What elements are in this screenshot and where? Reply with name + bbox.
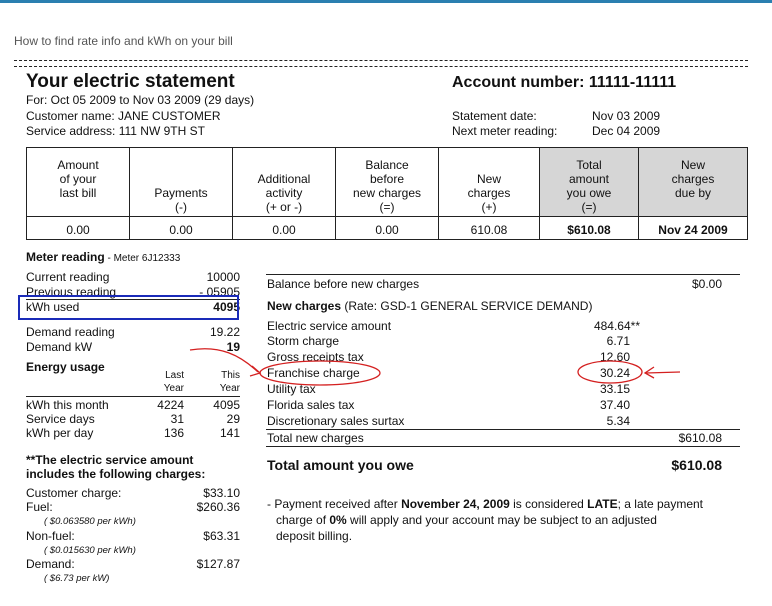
charge-label-florida-sales-tax: Florida sales tax bbox=[267, 398, 355, 412]
service-note-line2: includes the following charges: bbox=[26, 467, 206, 481]
total-new-charges-value: $610.08 bbox=[678, 431, 722, 445]
total-owe-label: Total amount you owe bbox=[267, 457, 414, 473]
charge-value-electric-service: 484.64** bbox=[593, 319, 640, 333]
page-caption: How to find rate info and kWh on your bill bbox=[14, 34, 233, 48]
demand-value: $127.87 bbox=[196, 557, 240, 571]
charge-value-gross-receipts: 12.60 bbox=[599, 350, 630, 364]
charge-label-utility-tax: Utility tax bbox=[267, 382, 316, 396]
summary-value-balance: 0.00 bbox=[336, 217, 439, 240]
customer-name: Customer name: JANE CUSTOMER bbox=[26, 109, 221, 123]
charge-value-utility-tax: 33.15 bbox=[599, 382, 630, 396]
late-notice-line3: deposit billing. bbox=[276, 529, 353, 543]
franchise-label-circle bbox=[260, 361, 380, 385]
charge-label-electric-service: Electric service amount bbox=[267, 319, 392, 333]
summary-col-total: Total amount you owe (=) bbox=[540, 148, 639, 217]
service-address: Service address: 111 NW 9TH ST bbox=[26, 124, 205, 138]
next-meter-date: Dec 04 2009 bbox=[592, 124, 661, 138]
nonfuel-label: Non-fuel: bbox=[26, 529, 75, 543]
summary-col-payments: Payments (-) bbox=[130, 148, 233, 217]
statement-date: Nov 03 2009 bbox=[592, 109, 661, 123]
demand-reading-value: 19.22 bbox=[209, 325, 240, 339]
kwh-month-label: kWh this month bbox=[26, 398, 109, 412]
total-new-charges-label: Total new charges bbox=[267, 431, 364, 445]
charge-label-storm: Storm charge bbox=[267, 334, 340, 348]
nonfuel-value: $63.31 bbox=[203, 529, 240, 543]
late-notice-line1: - Payment received after November 24, 2009 is considered LATE; a late payment bbox=[267, 497, 704, 511]
demand-kw-value: 19 bbox=[226, 340, 240, 354]
summary-value-due-date: Nov 24 2009 bbox=[639, 217, 748, 240]
kwh-month-this: 4095 bbox=[213, 398, 240, 412]
rate-code: (Rate: GSD-1 GENERAL SERVICE DEMAND) bbox=[341, 299, 593, 313]
summary-value-total: $610.08 bbox=[540, 217, 639, 240]
customer-charge-value: $33.10 bbox=[203, 486, 240, 500]
demand-kw-label: Demand kW bbox=[26, 340, 93, 354]
service-days-label: Service days bbox=[26, 412, 95, 426]
kwh-month-last: 4224 bbox=[157, 398, 184, 412]
previous-reading-value: - 05905 bbox=[199, 285, 240, 299]
summary-value-new-charges: 610.08 bbox=[439, 217, 540, 240]
customer-charge-label: Customer charge: bbox=[26, 486, 122, 500]
balance-before-label: Balance before new charges bbox=[267, 277, 420, 291]
summary-col-due-by: New charges due by bbox=[639, 148, 748, 217]
previous-reading-label: Previous reading bbox=[26, 285, 117, 299]
new-charges-heading: New charges (Rate: GSD-1 GENERAL SERVICE DEMAND) bbox=[267, 299, 593, 313]
summary-value-payments: 0.00 bbox=[130, 217, 233, 240]
energy-this-header-2: Year bbox=[219, 383, 240, 394]
demand-reading-label: Demand reading bbox=[26, 325, 115, 339]
current-reading-value: 10000 bbox=[206, 270, 240, 284]
charge-value-storm: 6.71 bbox=[606, 334, 630, 348]
summary-col-new-charges: New charges (+) bbox=[439, 148, 540, 217]
service-days-this: 29 bbox=[226, 412, 240, 426]
energy-this-header-1: This bbox=[221, 370, 240, 381]
summary-value-last-bill: 0.00 bbox=[27, 217, 130, 240]
annotation-arrow-right bbox=[646, 372, 680, 373]
total-owe-value: $610.08 bbox=[671, 457, 722, 473]
charge-label-gross-receipts: Gross receipts tax bbox=[267, 350, 364, 364]
energy-last-header-2: Year bbox=[163, 383, 184, 394]
meter-id: - Meter 6J12333 bbox=[104, 253, 181, 264]
annotation-arrow-left bbox=[190, 349, 258, 372]
current-reading-label: Current reading bbox=[26, 270, 110, 284]
charge-label-franchise: Franchise charge bbox=[267, 366, 360, 380]
late-notice-line2: charge of 0% will apply and your account may be subject to an adjusted bbox=[276, 513, 657, 527]
meter-reading-title: Meter reading - Meter 6J12333 bbox=[26, 250, 181, 264]
kwh-used-label: kWh used bbox=[26, 300, 80, 314]
balance-before-value: $0.00 bbox=[691, 277, 722, 291]
demand-rate: ( $6.73 per kW) bbox=[44, 573, 110, 584]
next-meter-label: Next meter reading: bbox=[452, 124, 558, 138]
energy-last-header-1: Last bbox=[165, 370, 184, 381]
kwh-used-value: 4095 bbox=[213, 300, 240, 314]
statement-title: Your electric statement bbox=[26, 71, 235, 92]
kwh-per-day-this: 141 bbox=[219, 426, 240, 440]
statement-period: For: Oct 05 2009 to Nov 03 2009 (29 days) bbox=[26, 93, 255, 107]
franchise-value-circle bbox=[578, 361, 642, 383]
energy-usage-title: Energy usage bbox=[26, 360, 105, 374]
nonfuel-rate: ( $0.015630 per kWh) bbox=[44, 545, 136, 556]
kwh-per-day-last: 136 bbox=[163, 426, 184, 440]
summary-col-last-bill: Amount of your last bill bbox=[27, 148, 130, 217]
charge-value-discretionary-surtax: 5.34 bbox=[606, 414, 630, 428]
annotation-arrow-left-head bbox=[250, 366, 260, 376]
demand-label: Demand: bbox=[26, 557, 75, 571]
charge-label-discretionary-surtax: Discretionary sales surtax bbox=[267, 414, 405, 428]
service-days-last: 31 bbox=[170, 412, 184, 426]
fuel-rate: ( $0.063580 per kWh) bbox=[44, 516, 136, 527]
fuel-label: Fuel: bbox=[26, 500, 53, 514]
fuel-value: $260.36 bbox=[196, 500, 240, 514]
summary-value-additional: 0.00 bbox=[233, 217, 336, 240]
kwh-per-day-label: kWh per day bbox=[26, 426, 94, 440]
statement-date-label: Statement date: bbox=[452, 109, 537, 123]
service-note-line1: **The electric service amount bbox=[26, 453, 194, 467]
charge-value-franchise: 30.24 bbox=[599, 366, 630, 380]
account-number: Account number: 11111-11111 bbox=[452, 74, 677, 91]
charge-value-florida-sales-tax: 37.40 bbox=[599, 398, 630, 412]
summary-col-additional: Additional activity (+ or -) bbox=[233, 148, 336, 217]
summary-col-balance: Balance before new charges (=) bbox=[336, 148, 439, 217]
